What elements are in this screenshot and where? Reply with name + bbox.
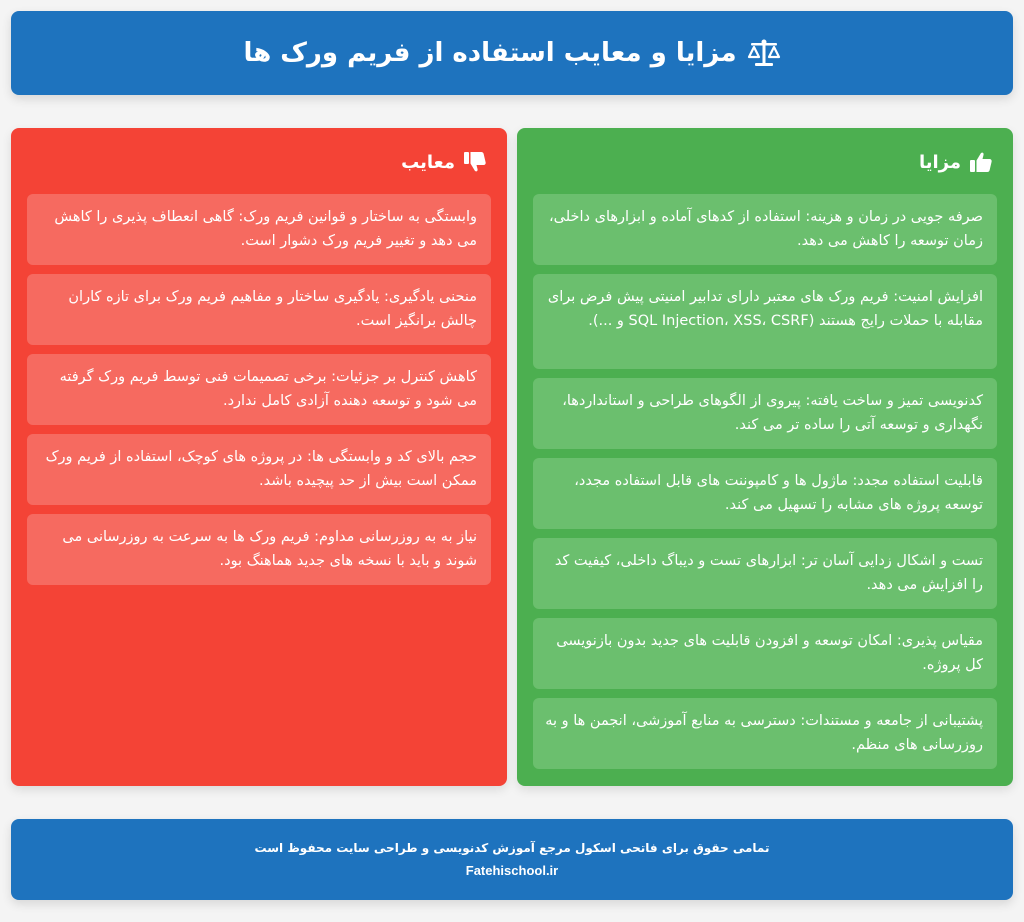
pros-item: کدنویسی تمیز و ساخت یافته: پیروی از الگوهای طراحی و استانداردها، نگهداری و توسعه آتی را ساده تر می کند.: [533, 378, 997, 449]
pros-item: پشتیبانی از جامعه و مستندات: دسترسی به منابع آموزشی، انجمن ها و به روزرسانی های منظم.: [533, 698, 997, 769]
cons-item: نیاز به به روزرسانی مداوم: فریم ورک ها به سرعت به روزرسانی می شوند و باید با نسخه های جدید هماهنگ بود.: [27, 514, 491, 585]
cons-item: کاهش کنترل بر جزئیات: برخی تصمیمات فنی توسط فریم ورک گرفته می شود و توسعه دهنده آزادی کامل ندارد.: [27, 354, 491, 425]
page-header: [11, 11, 1013, 95]
cons-item: منحنی یادگیری: یادگیری ساختار و مفاهیم فریم ورک برای تازه کاران چالش برانگیز است.: [27, 274, 491, 345]
thumbs-down-icon: [463, 150, 487, 174]
copyright-text: تمامی حقوق برای فاتحی اسکول مرجع آموزش کدنویسی و طراحی سایت محفوظ است: [254, 841, 770, 855]
pros-item: افزایش امنیت: فریم ورک های معتبر دارای تدابیر امنیتی پیش فرض برای مقابله با حملات رایج هستند (SQL Injection، XSS، CSRF و ...).: [533, 274, 997, 369]
cons-item: حجم بالای کد و وابستگی ها: در پروژه های کوچک، استفاده از فریم ورک ممکن است بیش از حد پیچیده باشد.: [27, 434, 491, 505]
balance-scale-icon: [747, 38, 781, 68]
cons-title: معایب: [401, 151, 455, 173]
cons-heading: [27, 148, 491, 176]
pros-item: صرفه جویی در زمان و هزینه: استفاده از کدهای آماده و ابزارهای داخلی، زمان توسعه را کاهش می دهد.: [533, 194, 997, 265]
site-link[interactable]: Fatehischool.ir: [465, 863, 559, 878]
pros-heading: [533, 148, 997, 176]
pros-item: مقیاس پذیری: امکان توسعه و افزودن قابلیت های جدید بدون بازنویسی کل پروژه.: [533, 618, 997, 689]
cons-item: وابستگی به ساختار و قوانین فریم ورک: گاهی انعطاف پذیری را کاهش می دهد و تغییر فریم ورک دشوار است.: [27, 194, 491, 265]
pros-item: قابلیت استفاده مجدد: ماژول ها و کامپوننت های قابل استفاده مجدد، توسعه پروژه های مشابه را تسهیل می کند.: [533, 458, 997, 529]
cons-panel: [11, 128, 507, 786]
page-title: مزایا و معایب استفاده از فریم ورک ها: [243, 38, 737, 68]
thumbs-up-icon: [969, 150, 993, 174]
page-footer: [11, 819, 1013, 900]
pros-panel: [517, 128, 1013, 786]
pros-title: مزایا: [918, 151, 961, 173]
pros-item: تست و اشکال زدایی آسان تر: ابزارهای تست و دیباگ داخلی، کیفیت کد را افزایش می دهد.: [533, 538, 997, 609]
